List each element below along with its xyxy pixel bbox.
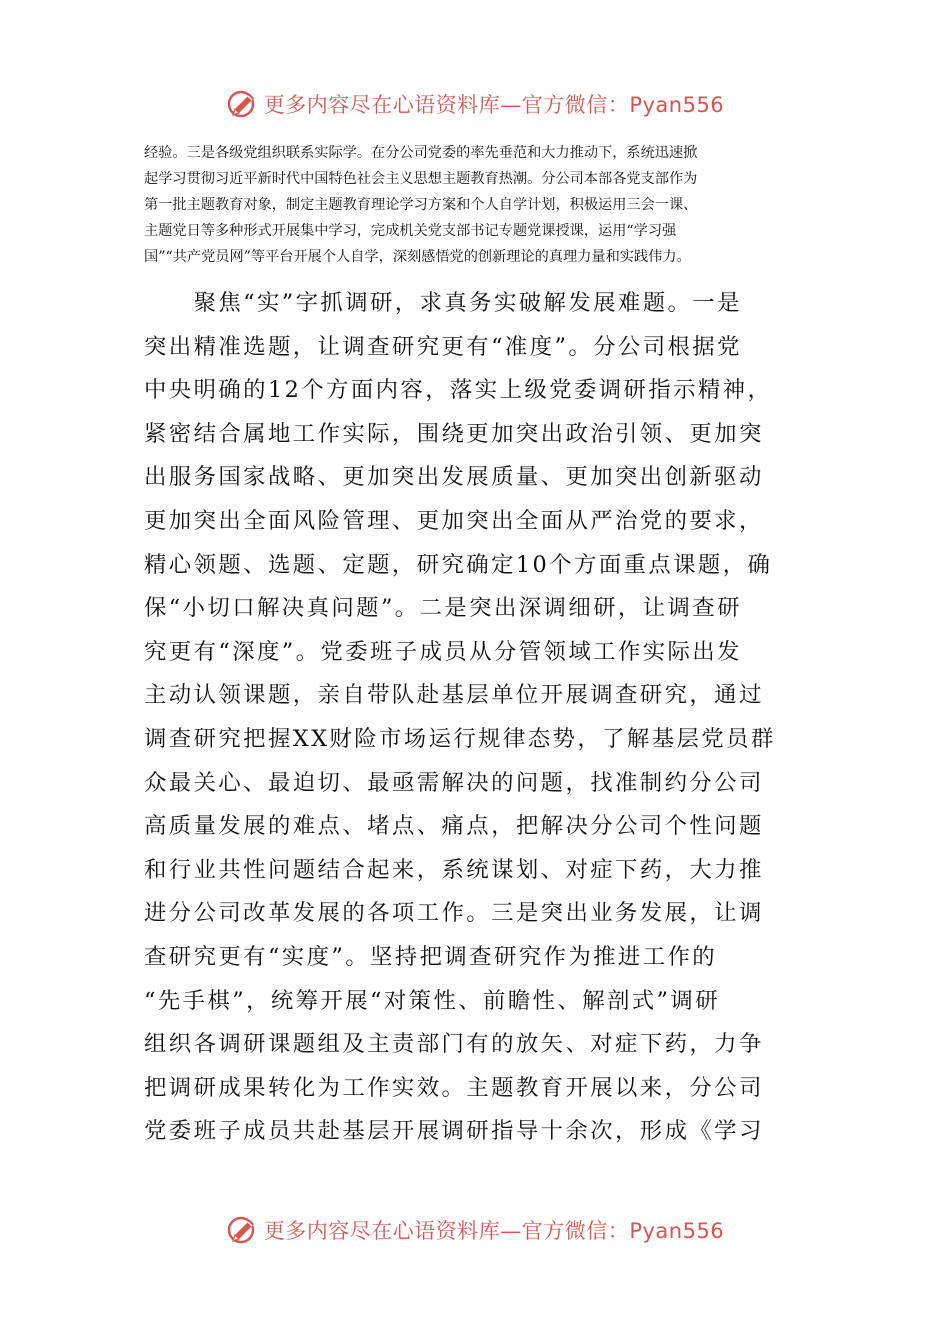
paragraph-line: 高质量发展的难点、堵点、痛点，把解决分公司个性问题 bbox=[144, 813, 764, 840]
paragraph-line: 精心领题、选题、定题，研究确定10个方面重点课题，确 bbox=[144, 551, 773, 578]
paragraph-line: 国”“共产党员网”等平台开展个人自学，深刻感悟党的创新理论的真理力量和实践伟力。 bbox=[144, 249, 691, 265]
paragraph-line: 经验。三是各级党组织联系实际学。在分公司党委的率先垂范和大力推动下，系统迅速掀 bbox=[144, 145, 698, 161]
paragraph-line: 进分公司改革发展的各项工作。三是突出业务发展，让调 bbox=[144, 900, 764, 927]
wechat-id: Pyan556 bbox=[629, 1219, 725, 1243]
paragraph-line: 出服务国家战略、更加突出发展质量、更加突出创新驱动 bbox=[144, 464, 764, 491]
paragraph-line: 主题党日等多种形式开展集中学习，完成机关党支部书记专题党课授课，运用“学习强 bbox=[144, 223, 677, 239]
pen-logo-icon bbox=[226, 1213, 260, 1247]
paragraph-line: 众最关心、最迫切、最亟需解决的问题，找准制约分公司 bbox=[144, 769, 764, 796]
paragraph-line: 第一批主题教育对象，制定主题教育理论学习方案和个人自学计划，积极运用三会一课、 bbox=[144, 197, 698, 213]
paragraph-line: 聚焦“实”字抓调研，求真务实破解发展难题。一是 bbox=[144, 290, 742, 316]
paragraph-line: 调查研究把握XX财险市场运行规律态势，了解基层党员群 bbox=[144, 725, 776, 752]
banner-label: 更多内容尽在心语资料库—官方微信： bbox=[263, 1219, 630, 1243]
paragraph-line: 究更有“深度”。党委班子成员从分管领域工作实际出发 bbox=[144, 638, 742, 665]
paragraph-line: 党委班子成员共赴基层开展调研指导十余次，形成《学习 bbox=[144, 1118, 764, 1145]
header-banner bbox=[0, 86, 950, 122]
paragraph-line: 突出精准选题，让调查研究更有“准度”。分公司根据党 bbox=[144, 333, 742, 360]
paragraph-line: 中央明确的12个方面内容，落实上级党委调研指示精神， bbox=[144, 377, 773, 404]
paragraph-line: 更加突出全面风险管理、更加突出全面从严治党的要求， bbox=[144, 507, 764, 534]
paragraph-line: 查研究更有“实度”。坚持把调查研究作为推进工作的 bbox=[144, 943, 718, 970]
footer-banner bbox=[0, 1212, 950, 1248]
paragraph-line: 组织各调研课题组及主责部门有的放矢、对症下药，力争 bbox=[144, 1031, 764, 1058]
paragraph-line: 起学习贯彻习近平新时代中国特色社会主义思想主题教育热潮。分公司本部各党支部作为 bbox=[144, 171, 698, 187]
wechat-id: Pyan556 bbox=[629, 93, 725, 117]
paragraph-line: 主动认领课题，亲自带队赴基层单位开展调查研究，通过 bbox=[144, 682, 764, 709]
paragraph-line: 保“小切口解决真问题”。二是突出深调细研，让调查研 bbox=[144, 595, 742, 622]
preceding-paragraph bbox=[144, 140, 808, 270]
paragraph-line: “先手棋”，统筹开展“对策性、前瞻性、解剖式”调研 bbox=[144, 987, 720, 1014]
pen-logo-icon bbox=[226, 87, 260, 121]
main-paragraph bbox=[144, 282, 808, 1154]
paragraph-line: 把调研成果转化为工作实效。主题教育开展以来，分公司 bbox=[144, 1074, 764, 1101]
banner-text bbox=[264, 89, 724, 119]
paragraph-line: 紧密结合属地工作实际，围绕更加突出政治引领、更加突 bbox=[144, 420, 764, 447]
banner-text bbox=[264, 1215, 724, 1245]
paragraph-line: 和行业共性问题结合起来，系统谋划、对症下药，大力推 bbox=[144, 856, 764, 883]
banner-label: 更多内容尽在心语资料库—官方微信： bbox=[263, 93, 630, 117]
